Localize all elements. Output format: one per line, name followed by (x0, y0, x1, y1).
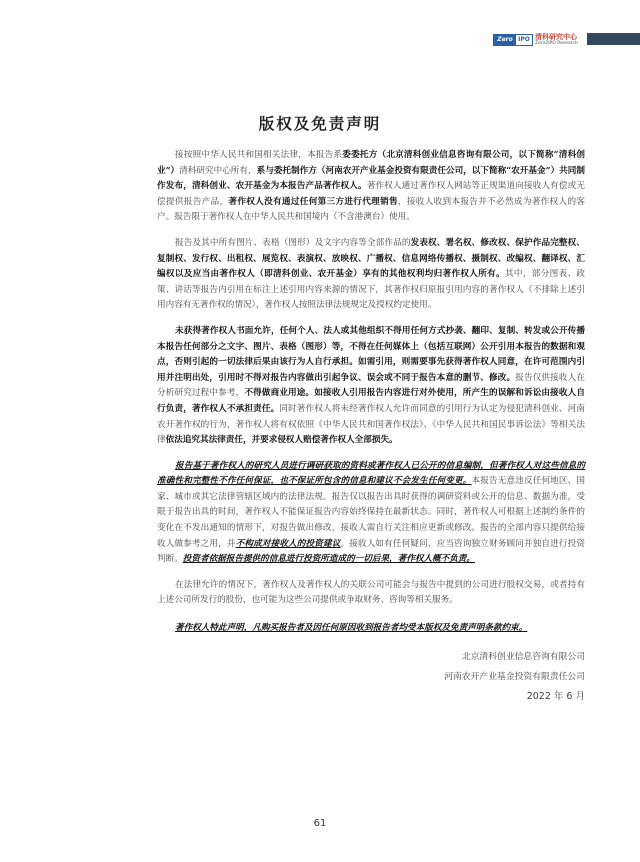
text-segment: 同时著作权人将未经著作权人允许而同意的引用行为认定为侵犯清科创业、河南农开著作权的行为，著作权人将有权依照《中华人民共和国著作权法》、《中华人民共和国民事诉讼法》等相关法律 (157, 403, 585, 446)
text-segment: 依法追究其法律责任，并要求侵权人赔偿著作权人全部损失。 (165, 435, 398, 446)
signature-company-1: 北京清科创业信息咨询有限公司 (461, 651, 585, 662)
text-segment: 清科研究中心所有， (179, 165, 257, 176)
header-accent-bar (587, 33, 640, 45)
text-segment: ，接收人收到本报告并不必然成为著作权人的客户。报告限于著作权人在中华人民共和国境内（不含港澳台）使用。 (157, 196, 585, 223)
text-segment: 著作权人通过著作权人网站等正规渠道向接收人有偿或无偿提供报告产品， (157, 181, 585, 207)
text-segment: 系与委托制作方（河南农开产业基金投资有限责任公司，以下简称“农开基金”）共同制作发布，清科创业、农开基金为本报告产品著作权人。 (157, 165, 585, 192)
signature-block (157, 647, 585, 707)
text-segment: 。接收人如有任何疑问，应当咨询独立财务顾问并独自进行投资判断。 (157, 538, 585, 565)
page-header (0, 28, 640, 48)
closing-statement-text: 著作权人特此声明，凡购买报告者及因任何原因收到报告者均受本版权及免责声明条款约束。 (175, 623, 528, 634)
paragraph-related-transactions (157, 578, 585, 609)
signature-date: 2022 年 6 月 (526, 690, 585, 702)
page-number: 61 (313, 818, 327, 829)
logo-right-text: IPO (518, 36, 530, 43)
text-segment: 在法律允许的情况下，著作权人及著作权人的关联公司可能会与报告中提到的公司进行股权交易，或者持有上述公司所发行的股份，也可能为这些公司提供或争取财务、咨询等相关服务。 (157, 579, 585, 606)
paragraph-usage-restrictions (157, 324, 585, 449)
text-segment: 投资者依据报告提供的信息进行投资所造成的一切后果，著作权人概不负责。 (182, 554, 475, 565)
text-segment: 委委托方（北京清科创业信息咨询有限公司，以下简称“清科创业”） (157, 150, 585, 176)
paragraph-liability (157, 459, 585, 568)
signature-company-2: 河南农开产业基金投资有限责任公司 (444, 671, 585, 682)
text-segment: 报告及其中所有图片、表格（图形）及文字内容等全部作品的 (175, 237, 411, 248)
org-subtitle: Zero2IPO Research (535, 41, 578, 46)
text-segment: 不构成对接收人的投资建议 (235, 538, 341, 549)
text-segment: 报告基于著作权人的研究人员进行调研获取的资料或著作权人已公开的信息编制，但著作权人对这些信息的准确性和完整性不作任何保证，也不保证所包含的信息和建议不会发生任何变更。 (157, 460, 585, 487)
paragraph-rights (157, 236, 585, 314)
page-title: 版权及免责声明 (258, 114, 382, 133)
text-segment: 著作权人没有通过任何第三方进行代理销售 (228, 196, 398, 207)
text-segment: 其中，部分图表、政策、讲话等报告内引用在标注上述引用内容来源的情况下，其著作权归原报引用内容的著作权人（不排除上述引用内容有无著作权的情况），著作权人按照法律法规规定及授权约定使用。 (157, 269, 585, 311)
paragraph-copyright-owner (157, 148, 585, 226)
logo-left-text: Zero (494, 35, 516, 45)
text-segment: 未获得著作权人书面允许，任何个人、法人或其他组织不得用任何方式抄袭、翻印、复制、转发或公开传播本报告任何部分之文字、图片、表格（图形）等，不得在任何媒体上（包括互联网）公开引用本报告的数据和观点，否则引起的一切法律后果由该行为人自行承担。如需引用，则需要事先获得著作权人同意，在许可范围内引用并注明出处，引用时不得对报告内容做出引起争议、误会或不同于报告本意的删节、修改。 (157, 325, 585, 383)
closing-statement (157, 621, 585, 637)
zero2ipo-logo (493, 34, 533, 46)
text-segment: 接按照中华人民共和国相关法律，本报告系 (175, 150, 343, 160)
text-segment: 报告仅供接收人在分析研究过程中参考， (157, 372, 585, 399)
disclaimer-body (157, 148, 585, 707)
org-name: 清科研究中心 (535, 33, 577, 41)
text-segment: 发表权、署名权、修改权、保护作品完整权、复制权、发行权、出租权、展览权、表演权、放映权、广播权、信息网络传播权、摄制权、改编权、翻译权、汇编权以及应当由著作权人（即清科创业、农开基金）享有的其他权利均归著作权人所有。 (157, 237, 585, 280)
text-segment: 本报告无意违反任何地区、国家、城市或其它法律管辖区域内的法律法规。报告仅以报告出具时获得的调研资料或公开的信息、数据为准，受限于报告出具的时间，著作权人不能保证报告内容始终保持在最新状态。同时，著作权人可根据上述制约条件的变化在不发出通知的情形下，对报告做出修改，接收人需自行关注相应更新或修改。报告的全部内容只提供给接收人做参考之用，并 (157, 476, 585, 549)
text-segment: 不得做商业用途。如接收人引用报告内容进行对外使用，所产生的误解和诉讼由接收人自行负责，著作权人不承担责任。 (157, 388, 585, 414)
